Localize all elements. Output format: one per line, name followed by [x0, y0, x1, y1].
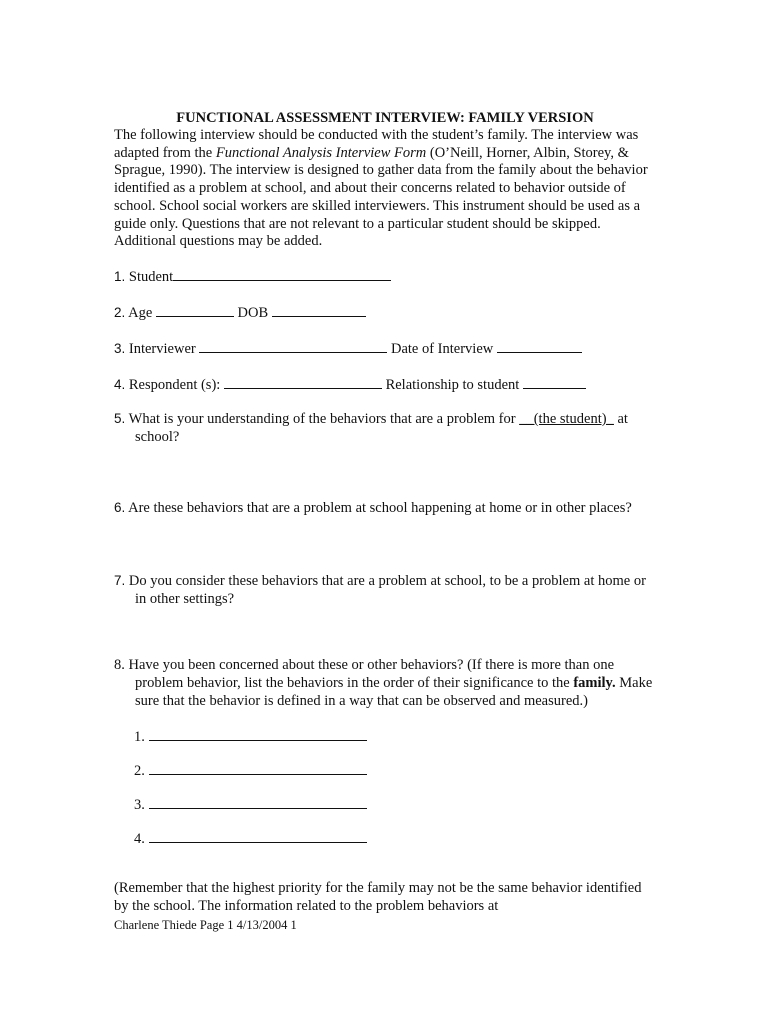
question-5: [114, 410, 674, 446]
page-footer: Charlene Thiede Page 1 4/13/2004 1: [114, 918, 297, 932]
intro-paragraph: [114, 127, 654, 251]
question-8: [114, 656, 674, 710]
relationship-blank[interactable]: [523, 374, 586, 389]
behavior-list-item: [134, 760, 367, 780]
behavior-blank[interactable]: [149, 760, 367, 775]
respondent-label: Respondent (s):: [128, 377, 221, 393]
intro-text: (O’Neill, Horner, Albin, Storey, &: [426, 144, 629, 161]
dob-blank[interactable]: [272, 302, 366, 317]
question-text: problem behavior, list the behaviors in the order of their significance to the: [135, 675, 574, 691]
question-7: [114, 572, 674, 608]
intro-text: adapted from the: [114, 144, 216, 161]
interviewer-blank[interactable]: [199, 338, 387, 353]
intro-line: [114, 145, 654, 163]
intro-line: school. School social workers are skilled interviewers. This instrument should be used as a: [114, 197, 641, 214]
question-6: [114, 499, 674, 517]
intro-line: The following interview should be conducted with the student’s family. The interview was: [114, 127, 639, 143]
age-label: Age: [128, 305, 153, 321]
list-number: 1.: [134, 729, 145, 745]
question-number: 6.: [114, 500, 126, 515]
question-number: 7.: [114, 573, 126, 588]
question-line: [114, 674, 674, 692]
list-number: 3.: [134, 797, 145, 813]
date-of-interview-label: Date of Interview: [390, 341, 494, 357]
question-number: 2.: [114, 305, 126, 320]
behavior-blank[interactable]: [149, 794, 367, 809]
note-line: (Remember that the highest priority for the family may not be the same behavior identified: [114, 880, 642, 896]
question-text: Are these behaviors that are a problem at school happening at home or in other places?: [128, 500, 632, 516]
behavior-list-item: [134, 828, 367, 848]
interviewer-row: [114, 338, 674, 358]
question-text: What is your understanding of the behaviors that are a problem for: [128, 411, 520, 427]
behavior-blank[interactable]: [149, 726, 367, 741]
question-number: 5.: [114, 411, 126, 426]
question-line: [114, 572, 674, 590]
age-blank[interactable]: [156, 302, 234, 317]
question-line: school?: [135, 429, 180, 445]
student-field-row: [114, 266, 674, 286]
student-label: Student: [128, 269, 174, 285]
list-number: 4.: [134, 831, 145, 847]
intro-line: guide only. Questions that are not relevant to a particular student should be skipped.: [114, 215, 601, 232]
student-blank[interactable]: [173, 266, 391, 281]
age-dob-row: [114, 302, 674, 322]
question-text: Do you consider these behaviors that are a problem at school, to be a problem at home or: [128, 573, 646, 589]
date-of-interview-blank[interactable]: [497, 338, 582, 353]
behavior-list-item: [134, 726, 367, 746]
question-text: at: [613, 411, 628, 427]
respondent-blank[interactable]: [224, 374, 382, 389]
question-line: sure that the behavior is defined in a way that can be observed and measured.): [135, 693, 588, 709]
intro-line: Sprague, 1990). The interview is designed to gather data from the family about the behavior: [114, 162, 648, 179]
question-line: [114, 410, 674, 428]
note-line: by the school. The information related to the problem behaviors at: [114, 898, 499, 914]
question-number: 1.: [114, 269, 126, 284]
relationship-label: Relationship to student: [385, 377, 520, 393]
question-text: Make: [615, 675, 653, 691]
family-emphasis: family.: [573, 675, 616, 691]
respondent-row: [114, 374, 674, 394]
question-line: in other settings?: [135, 591, 235, 607]
dob-label: DOB: [237, 305, 269, 321]
remember-note: [114, 879, 674, 915]
page-title: FUNCTIONAL ASSESSMENT INTERVIEW: FAMILY VERSION: [176, 110, 594, 126]
intro-line: identified as a problem at school, and about their concerns related to behavior outside of: [114, 180, 626, 197]
behavior-blank[interactable]: [149, 828, 367, 843]
list-number: 2.: [134, 763, 145, 779]
behavior-list-item: [134, 794, 367, 814]
question-number: 4.: [114, 377, 126, 392]
form-title-italic: Functional Analysis Interview Form: [215, 144, 427, 161]
question-line: 8. Have you been concerned about these or other behaviors? (If there is more than one: [114, 657, 615, 673]
question-number: 3.: [114, 341, 126, 356]
interviewer-label: Interviewer: [128, 341, 196, 357]
intro-line: Additional questions may be added.: [114, 233, 323, 250]
student-placeholder: __(the student)_: [519, 411, 614, 427]
